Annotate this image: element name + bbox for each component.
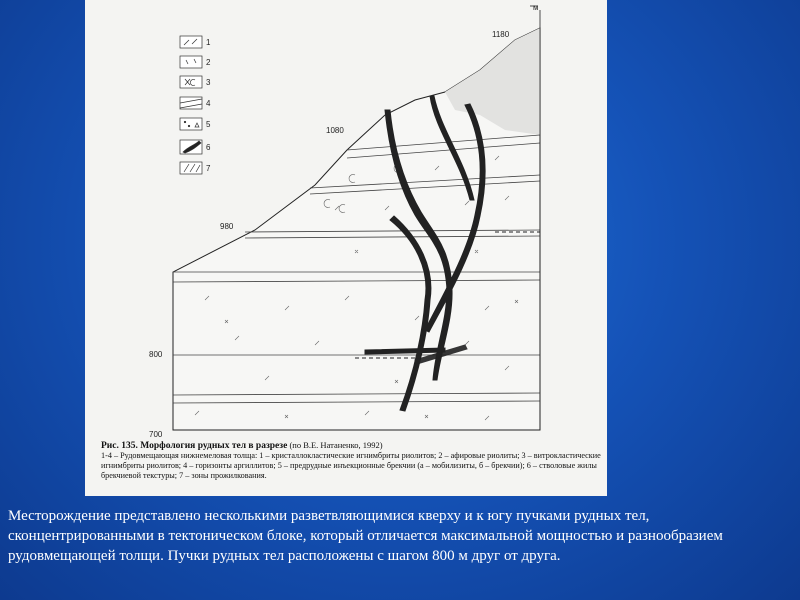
slide-text: Месторождение представлено несколькими разветвляющимися кверху и к югу пучками рудных тел, сконцентрированными в тектоническом блоке, который отличается максимальной мощностью и разнообразием рудовмещающей толщи. Пучки рудных тел расположены с шагом 800 м друг от друга.: [8, 508, 723, 564]
legend-number: 7: [206, 164, 211, 173]
cross-section-diagram: [85, 0, 607, 440]
caption-title: Рис. 135. Морфология рудных тел в разрезе: [101, 441, 288, 451]
elevation-label: 1080: [326, 126, 344, 135]
legend-number: 5: [206, 120, 211, 129]
legend-number: 3: [206, 78, 211, 87]
legend-number: 1: [206, 38, 211, 47]
legend-number: 4: [206, 99, 211, 108]
caption-legend: 1-4 – Рудовмещающая нижнемеловая толща: 1 – кристаллокластические игнимбриты риолитов; 2 – афировые риолиты; 3 – витрокластические игнимбриты риолитов; 4 – горизонты аргиллитов; 5 – предрудные инъекционные брекчии (а – мобилизиты, б – брекчии); 6 – стволовые жилы брекчиевой текстуры; 7 – зоны прожилкования.: [101, 451, 601, 480]
legend-number: 2: [206, 58, 211, 67]
unit-label: м: [533, 3, 539, 12]
section-body: [173, 6, 540, 430]
figure-caption: [101, 440, 601, 481]
elevation-label: 700: [149, 430, 163, 439]
legend-swatches: [180, 36, 202, 174]
elevation-label: 800: [149, 350, 163, 359]
elevation-label: 980: [220, 222, 234, 231]
elevation-label: 1180: [492, 30, 510, 39]
figure-panel: [85, 0, 607, 496]
legend-number: 6: [206, 143, 211, 152]
caption-author: (по В.Е. Натаненко, 1992): [287, 440, 383, 450]
